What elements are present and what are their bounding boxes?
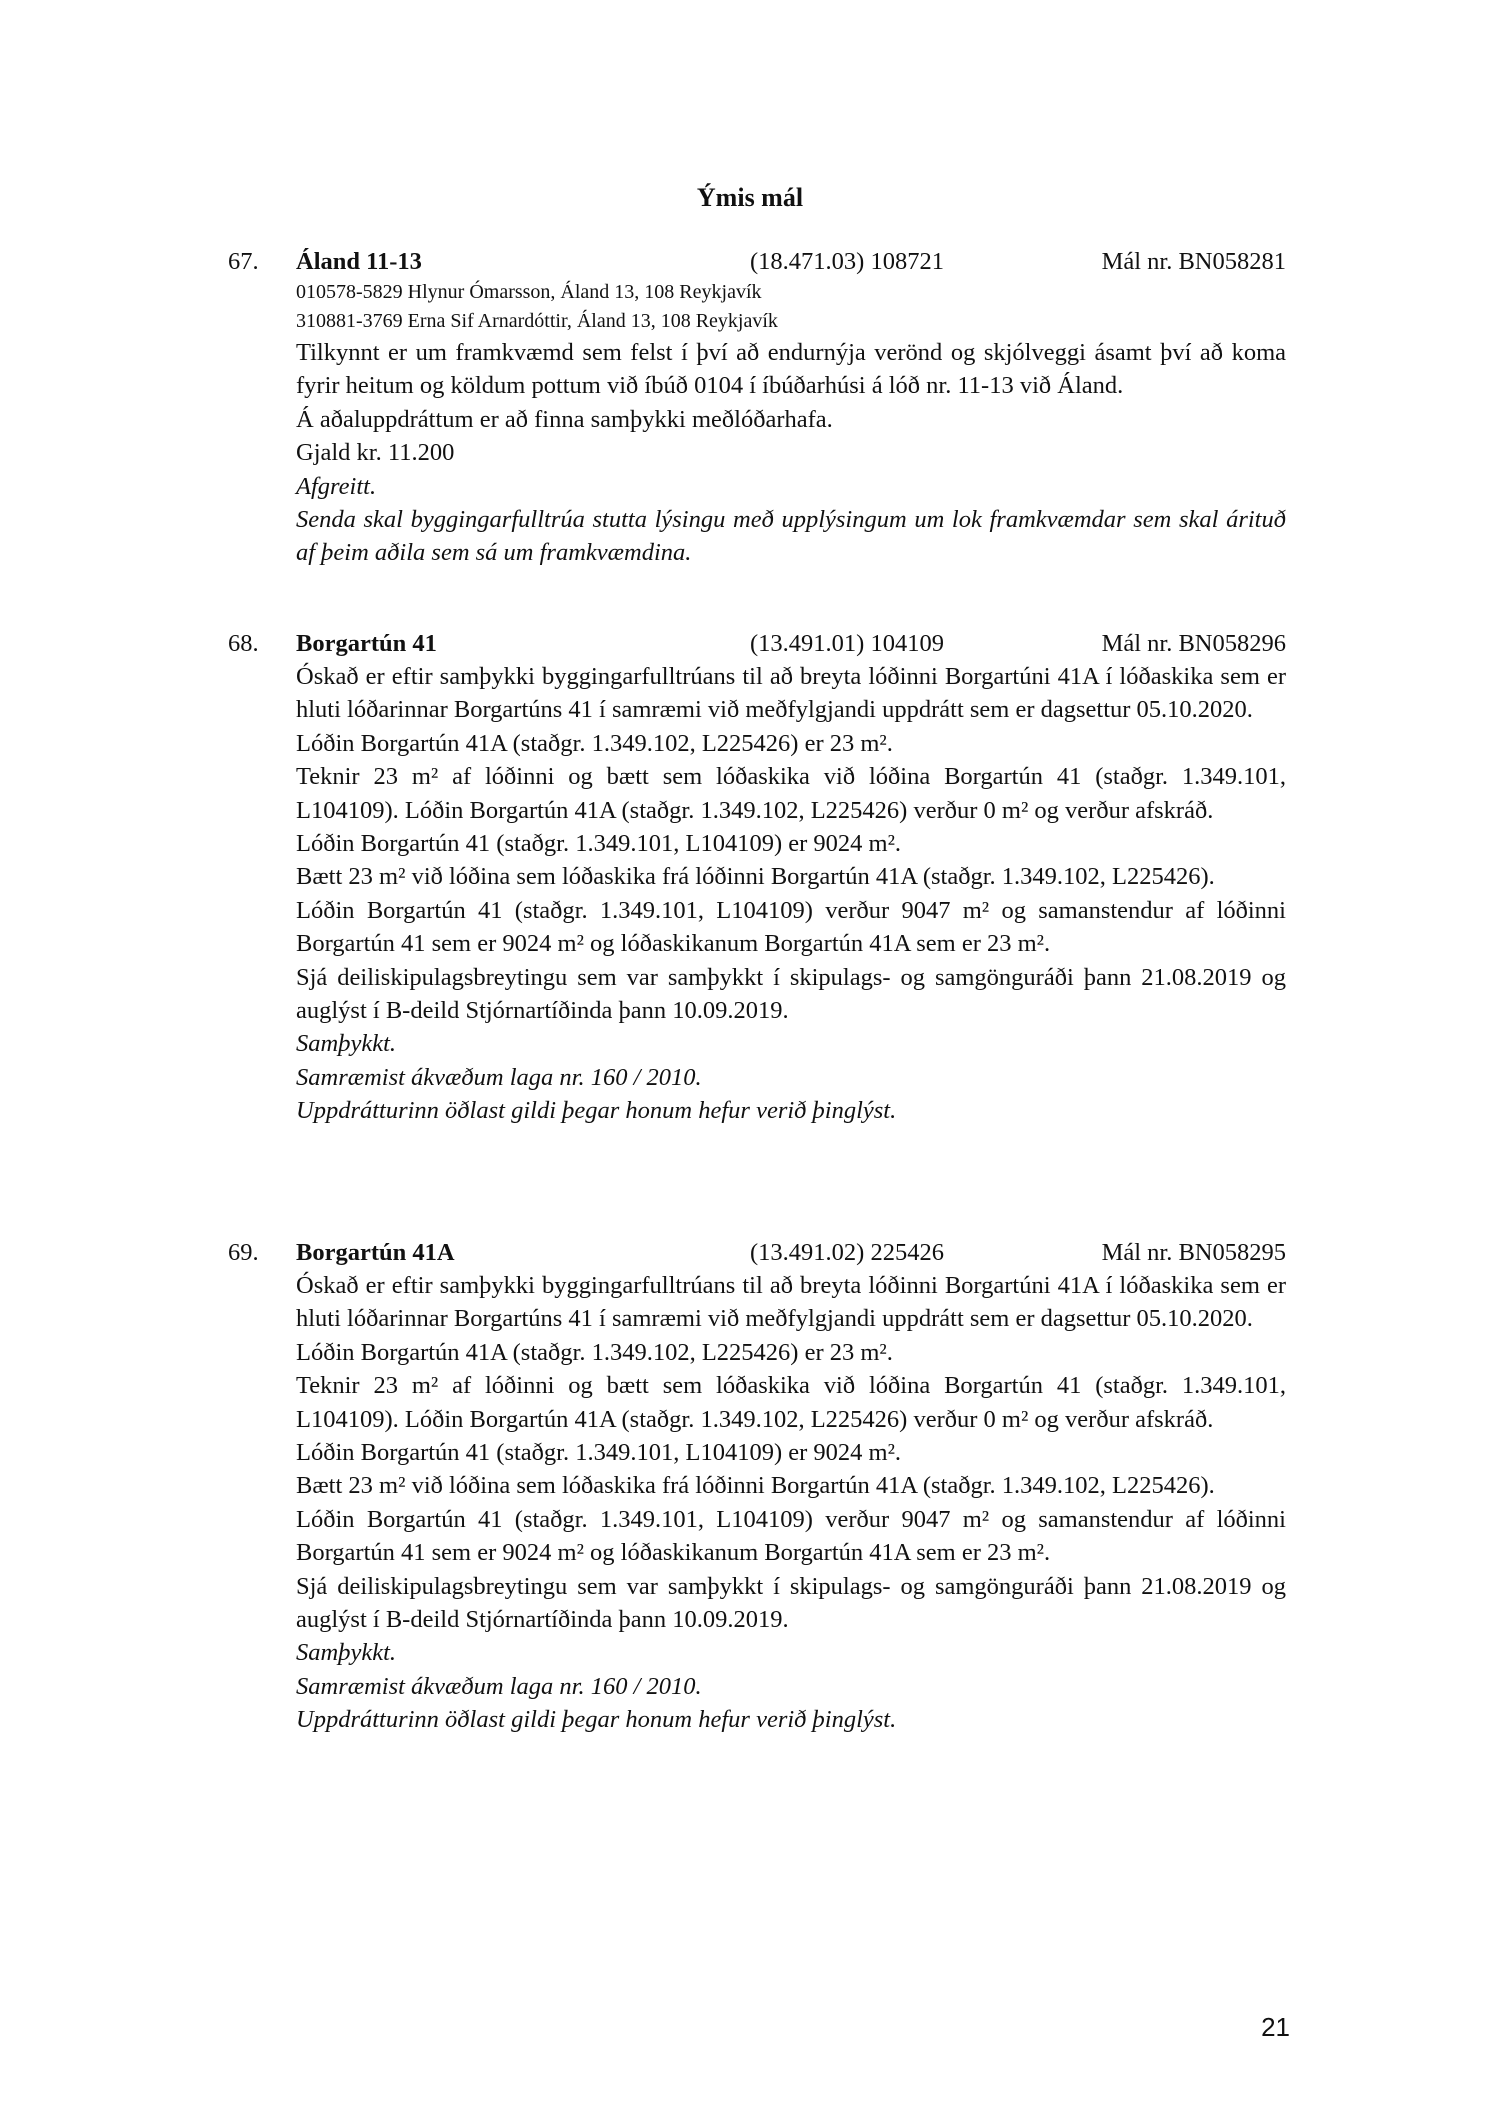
decision-line: Samræmist ákvæðum laga nr. 160 / 2010. bbox=[296, 1063, 702, 1091]
applicant-line: 310881-3769 Erna Sif Arnardóttir, Áland 13, 108 Reykjavík bbox=[296, 310, 778, 332]
description-paragraph: Bætt 23 m² við lóðina sem lóðaskika frá lóðinni Borgartún 41A (staðgr. 1.349.102, L225426). bbox=[296, 863, 1215, 891]
item-number: 67. bbox=[228, 248, 259, 275]
agenda-item-69 bbox=[228, 1236, 1286, 1737]
description-paragraph: Lóðin Borgartún 41A (staðgr. 1.349.102, L225426) er 23 m². bbox=[296, 1338, 893, 1366]
item-case-number: Mál nr. BN058296 bbox=[1101, 630, 1286, 657]
decision-line: Afgreitt. bbox=[296, 472, 377, 500]
item-case-number: Mál nr. BN058295 bbox=[1101, 1239, 1286, 1266]
item-address: Borgartún 41A bbox=[296, 1239, 455, 1266]
item-address: Borgartún 41 bbox=[296, 630, 437, 657]
decision-line: Samþykkt. bbox=[296, 1030, 396, 1058]
item-number: 68. bbox=[228, 630, 259, 657]
item-body bbox=[296, 1269, 1286, 1737]
description-paragraph: Lóðin Borgartún 41 (staðgr. 1.349.101, L104109) verður 9047 m² og samanstendur af lóðinni Borgartún 41 sem er 9024 m² og lóðaskikanum Borgartún 41A sem er 23 m². bbox=[296, 1505, 1286, 1567]
item-body bbox=[296, 660, 1286, 1128]
agenda-item-68 bbox=[228, 627, 1286, 1128]
agenda-item-67 bbox=[228, 245, 1286, 570]
item-body bbox=[296, 278, 1286, 570]
decision-line: Senda skal byggingarfulltrúa stutta lýsingu með upplýsingum um lok framkvæmdar sem skal árituð af þeim aðila sem sá um framkvæmdina. bbox=[296, 506, 1286, 567]
item-header bbox=[228, 245, 1286, 278]
page-number: 21 bbox=[1261, 2012, 1290, 2042]
description-paragraph: Sjá deiliskipulagsbreytingu sem var samþykkt í skipulags- og samgönguráði þann 21.08.2019 og auglýst í B-deild Stjórnartíðinda þann 10.09.2019. bbox=[296, 963, 1286, 1025]
item-header bbox=[228, 627, 1286, 660]
description-paragraph: Lóðin Borgartún 41A (staðgr. 1.349.102, L225426) er 23 m². bbox=[296, 729, 893, 757]
description-paragraph: Lóðin Borgartún 41 (staðgr. 1.349.101, L104109) er 9024 m². bbox=[296, 1439, 902, 1467]
description-paragraph: Á aðaluppdráttum er að finna samþykki meðlóðarhafa. bbox=[296, 405, 833, 433]
item-lot-number: (13.491.01) 104109 bbox=[750, 630, 944, 657]
description-paragraph: Tilkynnt er um framkvæmd sem felst í því að endurnýja verönd og skjólveggi ásamt því að koma fyrir heitum og köldum pottum við íbúð 0104 í íbúðarhúsi á lóð nr. 11-13 við Áland. bbox=[296, 339, 1286, 400]
decision-line: Samþykkt. bbox=[296, 1639, 396, 1667]
description-paragraph: Lóðin Borgartún 41 (staðgr. 1.349.101, L104109) verður 9047 m² og samanstendur af lóðinni Borgartún 41 sem er 9024 m² og lóðaskikanum Borgartún 41A sem er 23 m². bbox=[296, 896, 1286, 958]
decision-line: Uppdrátturinn öðlast gildi þegar honum hefur verið þinglýst. bbox=[296, 1706, 897, 1734]
description-paragraph: Óskað er eftir samþykki byggingarfulltrúans til að breyta lóðinni Borgartúni 41A í lóðaskika sem er hluti lóðarinnar Borgartúns 41 í samræmi við meðfylgjandi uppdrátt sem er dagsettur 05.10.2020. bbox=[296, 663, 1286, 724]
item-header bbox=[228, 1236, 1286, 1269]
decision-line: Uppdrátturinn öðlast gildi þegar honum hefur verið þinglýst. bbox=[296, 1097, 897, 1125]
applicant-line: 010578-5829 Hlynur Ómarsson, Áland 13, 108 Reykjavík bbox=[296, 281, 762, 303]
item-address: Áland 11-13 bbox=[296, 248, 422, 275]
description-paragraph: Lóðin Borgartún 41 (staðgr. 1.349.101, L104109) er 9024 m². bbox=[296, 830, 902, 858]
fee-line: Gjald kr. 11.200 bbox=[296, 439, 455, 467]
decision-line: Samræmist ákvæðum laga nr. 160 / 2010. bbox=[296, 1672, 702, 1700]
item-lot-number: (13.491.02) 225426 bbox=[750, 1239, 944, 1266]
section-title: Ýmis mál bbox=[696, 183, 804, 212]
item-case-number: Mál nr. BN058281 bbox=[1101, 248, 1286, 275]
description-paragraph: Sjá deiliskipulagsbreytingu sem var samþykkt í skipulags- og samgönguráði þann 21.08.2019 og auglýst í B-deild Stjórnartíðinda þann 10.09.2019. bbox=[296, 1572, 1286, 1634]
item-lot-number: (18.471.03) 108721 bbox=[750, 248, 944, 275]
description-paragraph: Óskað er eftir samþykki byggingarfulltrúans til að breyta lóðinni Borgartúni 41A í lóðaskika sem er hluti lóðarinnar Borgartúns 41 í samræmi við meðfylgjandi uppdrátt sem er dagsettur 05.10.2020. bbox=[296, 1272, 1286, 1333]
description-paragraph: Teknir 23 m² af lóðinni og bætt sem lóðaskika við lóðina Borgartún 41 (staðgr. 1.349.101, L104109). Lóðin Borgartún 41A (staðgr. 1.349.102, L225426) verður 0 m² og verður afskráð. bbox=[296, 763, 1286, 824]
item-number: 69. bbox=[228, 1239, 259, 1266]
description-paragraph: Bætt 23 m² við lóðina sem lóðaskika frá lóðinni Borgartún 41A (staðgr. 1.349.102, L225426). bbox=[296, 1472, 1215, 1500]
description-paragraph: Teknir 23 m² af lóðinni og bætt sem lóðaskika við lóðina Borgartún 41 (staðgr. 1.349.101, L104109). Lóðin Borgartún 41A (staðgr. 1.349.102, L225426) verður 0 m² og verður afskráð. bbox=[296, 1372, 1286, 1433]
